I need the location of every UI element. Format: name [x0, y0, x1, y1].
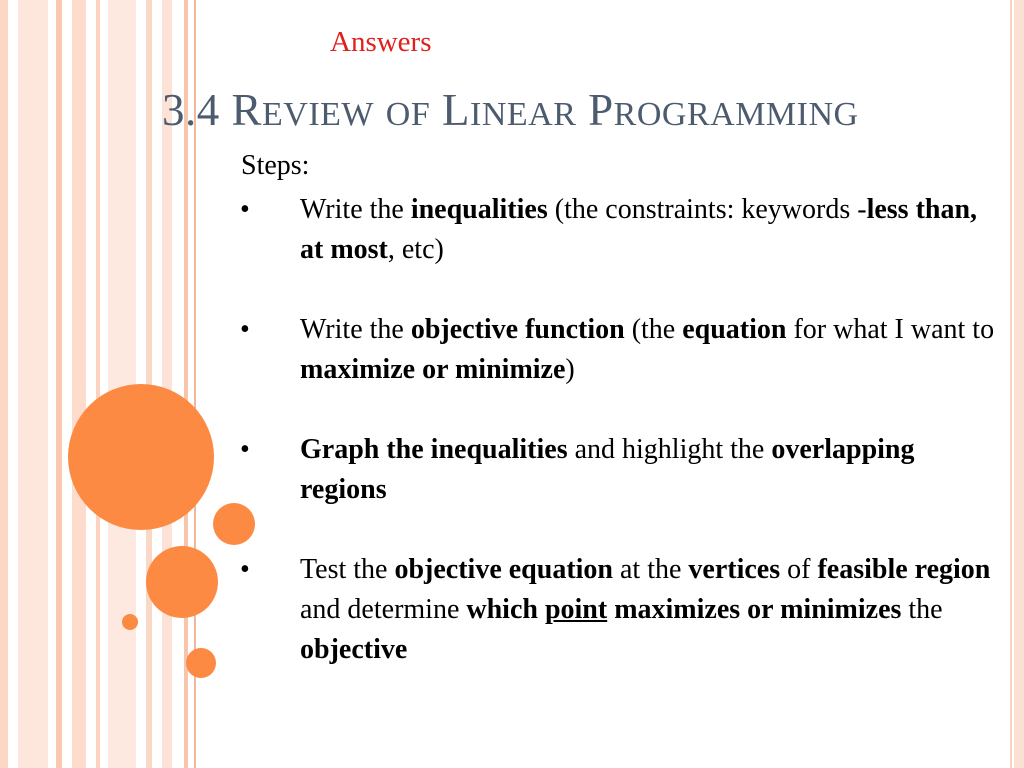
- text: , etc): [387, 234, 444, 265]
- emphasis: feasible region: [817, 554, 991, 585]
- bullet-dot: •: [240, 434, 250, 465]
- emphasis: Graph the inequalities: [300, 434, 568, 465]
- emphasis: maximize or minimize: [300, 354, 566, 385]
- text: Write the: [300, 194, 411, 225]
- emphasis: which: [466, 594, 538, 625]
- emphasis: objective: [300, 634, 408, 665]
- text: of: [780, 554, 818, 585]
- emphasis: maximizes or minimizes: [614, 594, 902, 625]
- right-edge-stripe: [1014, 0, 1024, 768]
- text: Test the: [300, 554, 395, 585]
- decorative-circle-small: [122, 614, 138, 630]
- text: (the: [624, 314, 683, 345]
- emphasis: objective function: [410, 314, 625, 345]
- title-word: EVIEW: [262, 96, 375, 133]
- steps-label: Steps:: [241, 150, 310, 181]
- stripe: [18, 0, 48, 768]
- step-test-objective: [240, 550, 1000, 670]
- title-word: INEAR: [470, 96, 577, 133]
- text: Write the: [300, 314, 411, 345]
- underlined-emphasis: point: [544, 594, 608, 625]
- emphasis: inequalities: [410, 194, 548, 225]
- emphasis: overlapping regions: [300, 434, 915, 505]
- text: ): [565, 354, 575, 385]
- steps-list: [240, 190, 1000, 670]
- title-letter: P: [588, 85, 614, 135]
- text: [538, 594, 545, 625]
- stripe: [96, 0, 100, 768]
- bullet-dot: •: [240, 194, 250, 225]
- bullet-dot: •: [240, 314, 250, 345]
- text: (the constraints: keywords -: [547, 194, 867, 225]
- emphasis: less than, at most: [300, 194, 978, 265]
- emphasis: objective equation: [394, 554, 613, 585]
- emphasis: vertices: [688, 554, 781, 585]
- text: for what I want to: [786, 314, 995, 345]
- decorative-circle-large: [68, 384, 214, 530]
- decorative-circle-medium: [146, 546, 218, 618]
- title-number: 3.4: [162, 85, 232, 135]
- step-write-inequalities: [240, 190, 1000, 270]
- stripe: [56, 0, 62, 768]
- title-letter: R: [231, 85, 263, 135]
- emphasis: equation: [682, 314, 787, 345]
- right-edge-stripe: [1010, 0, 1012, 768]
- text: and highlight the: [567, 434, 772, 465]
- text: at the: [613, 554, 689, 585]
- text: and determine: [300, 594, 467, 625]
- title-word: ROGRAMMING: [613, 96, 859, 133]
- text: the: [901, 594, 943, 625]
- slide-title: [162, 84, 859, 136]
- title-word: OF: [385, 96, 431, 133]
- stripe: [72, 0, 86, 768]
- decorative-circle: [186, 648, 216, 678]
- bullet-dot: •: [240, 554, 250, 585]
- title-letter: L: [442, 85, 470, 135]
- step-graph-inequalities: [240, 430, 1000, 510]
- stripe: [0, 0, 8, 768]
- answers-label: Answers: [330, 26, 432, 58]
- step-objective-function: [240, 310, 1000, 390]
